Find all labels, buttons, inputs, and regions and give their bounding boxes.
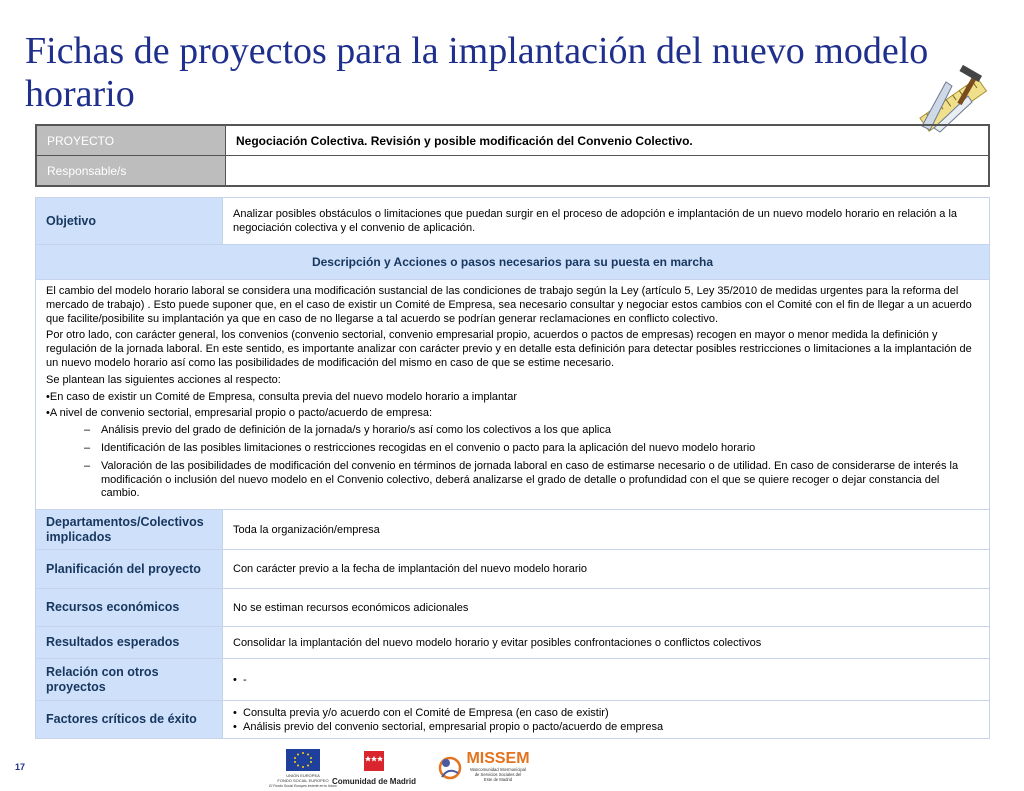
- resultados-label: Resultados esperados: [36, 627, 223, 659]
- objetivo-label: Objetivo: [36, 198, 223, 245]
- subitem-text: Identificación de las posibles limitaciones o restricciones recogidas en el convenio o pacto para la aplicación del nuevo modelo horario: [101, 441, 756, 454]
- desc-action-item: •En caso de existir un Comité de Empresa, consulta previa del nuevo modelo horario a implantar: [46, 390, 517, 403]
- list-item: • -: [233, 673, 979, 687]
- recursos-text: No se estiman recursos económicos adicionales: [223, 589, 990, 627]
- responsable-value: [226, 156, 990, 187]
- list-item: • Análisis previo del convenio sectorial, empresarial propio o pacto/acuerdo de empresa: [233, 720, 979, 734]
- project-header-table: [35, 124, 990, 187]
- relacion-label: Relación con otros proyectos: [36, 659, 223, 701]
- dash-marker: –: [84, 459, 91, 472]
- descripcion-body: [36, 280, 990, 510]
- descripcion-header: Descripción y Acciones o pasos necesarios para su puesta en marcha: [36, 245, 990, 280]
- planificacion-text: Con carácter previo a la fecha de implantación del nuevo modelo horario: [223, 550, 990, 589]
- eu-flag-icon: [286, 749, 320, 771]
- list-item: [46, 442, 979, 456]
- missem-line1: Mancomunidad Intermunicipal: [470, 767, 526, 772]
- project-details-table: [35, 197, 990, 739]
- eu-line3: El Fondo Social Europeo invierte en tu futuro: [269, 784, 337, 788]
- factores-label: Factores críticos de éxito: [36, 701, 223, 739]
- desc-paragraph: Se plantean las siguientes acciones al respecto:: [46, 373, 281, 386]
- subitem-text: Análisis previo del grado de definición de la jornada/s y horario/s así como los colectivos a los que aplica: [101, 424, 611, 437]
- responsable-label: Responsable/s: [36, 156, 226, 187]
- proyecto-value: Negociación Colectiva. Revisión y posible modificación del Convenio Colectivo.: [226, 125, 990, 156]
- resultados-text: Consolidar la implantación del nuevo modelo horario y evitar posibles confrontaciones o conflictos colectivos: [223, 627, 990, 659]
- page-title: Fichas de proyectos para la implantación del nuevo modelo horario: [25, 30, 929, 115]
- dash-marker: –: [84, 441, 91, 454]
- madrid-text: Comunidad de Madrid: [332, 777, 416, 786]
- desc-subitems: [46, 424, 979, 501]
- missem-line3: Este de Madrid: [483, 777, 513, 782]
- recursos-label: Recursos económicos: [36, 589, 223, 627]
- departamentos-text: Toda la organización/empresa: [223, 510, 990, 550]
- desc-paragraph: Por otro lado, con carácter general, los convenios (convenio sectorial, convenio empresarial propio, acuerdos o pactos de empresas) recogen en mayor o menor medida la definición y regulación de la jornada laboral. En este sentido, es importante analizar con carácter previo y en detalle esta definición para detectar posibles restricciones o limitaciones a la implantación de un nuevo modelo horario así como las posibilidades de modificación del mismo en caso de que se estime necesario.: [46, 329, 972, 369]
- list-item: • Consulta previa y/o acuerdo con el Comité de Empresa (en caso de existir): [233, 706, 979, 720]
- proyecto-label: PROYECTO: [36, 125, 226, 156]
- dash-marker: –: [84, 424, 91, 437]
- missem-logo-icon: [440, 758, 460, 778]
- missem-line2: de Servicios Sociales del: [474, 772, 522, 777]
- desc-action-item: •A nivel de convenio sectorial, empresarial propio o pacto/acuerdo de empresa:: [46, 407, 433, 420]
- footer-logos: [269, 747, 548, 791]
- planificacion-label: Planificación del proyecto: [36, 550, 223, 589]
- factores-cell: [223, 701, 990, 739]
- madrid-flag-icon: [364, 751, 384, 771]
- missem-text: MISSEM: [466, 750, 530, 767]
- page-number: 17: [15, 762, 26, 772]
- departamentos-label: Departamentos/Colectivos implicados: [36, 510, 223, 550]
- eu-line2: FONDO SOCIAL EUROPEO: [277, 778, 329, 783]
- list-item: [46, 460, 979, 501]
- eu-line1: UNIÓN EUROPEA: [286, 773, 320, 778]
- objetivo-text-content: Analizar posibles obstáculos o limitaciones que puedan surgir en el proceso de adopción e implantación de un nuevo modelo horario en relación a la negociación colectiva y el convenio de aplicación.: [233, 208, 958, 234]
- factores-list: [233, 706, 979, 734]
- list-item: [46, 424, 979, 438]
- relacion-cell: [223, 659, 990, 701]
- desc-paragraph: El cambio del modelo horario laboral se considera una modificación sustancial de las condiciones de trabajo según la Ley (artículo 5, Ley 35/2010 de medidas urgentes para la reforma del mercado de trabajo) . Esto puede suponer que, en el caso de existir un Comité de Empresa, sea necesario consultar y negociar estos cambios con el Comité con el fin de llegar a un acuerdo que facilite/posibilite su implantación ya que en caso de no llegarse a tal acuerdo se podrían generar reclamaciones en conflicto colectivo.: [46, 285, 972, 325]
- subitem-text: Valoración de las posibilidades de modificación del convenio en términos de jornada laboral en caso de estimarse necesario o de utilidad. En caso de considerarse de interés la modificación o inclusión del nuevo modelo en el Convenio colectivo, deberá analizarse el grado de detalle o profundidad con el que se quiere recoger o dejar constancia del cambio.: [101, 459, 959, 500]
- objetivo-text: [223, 198, 990, 245]
- relacion-list: [233, 673, 979, 687]
